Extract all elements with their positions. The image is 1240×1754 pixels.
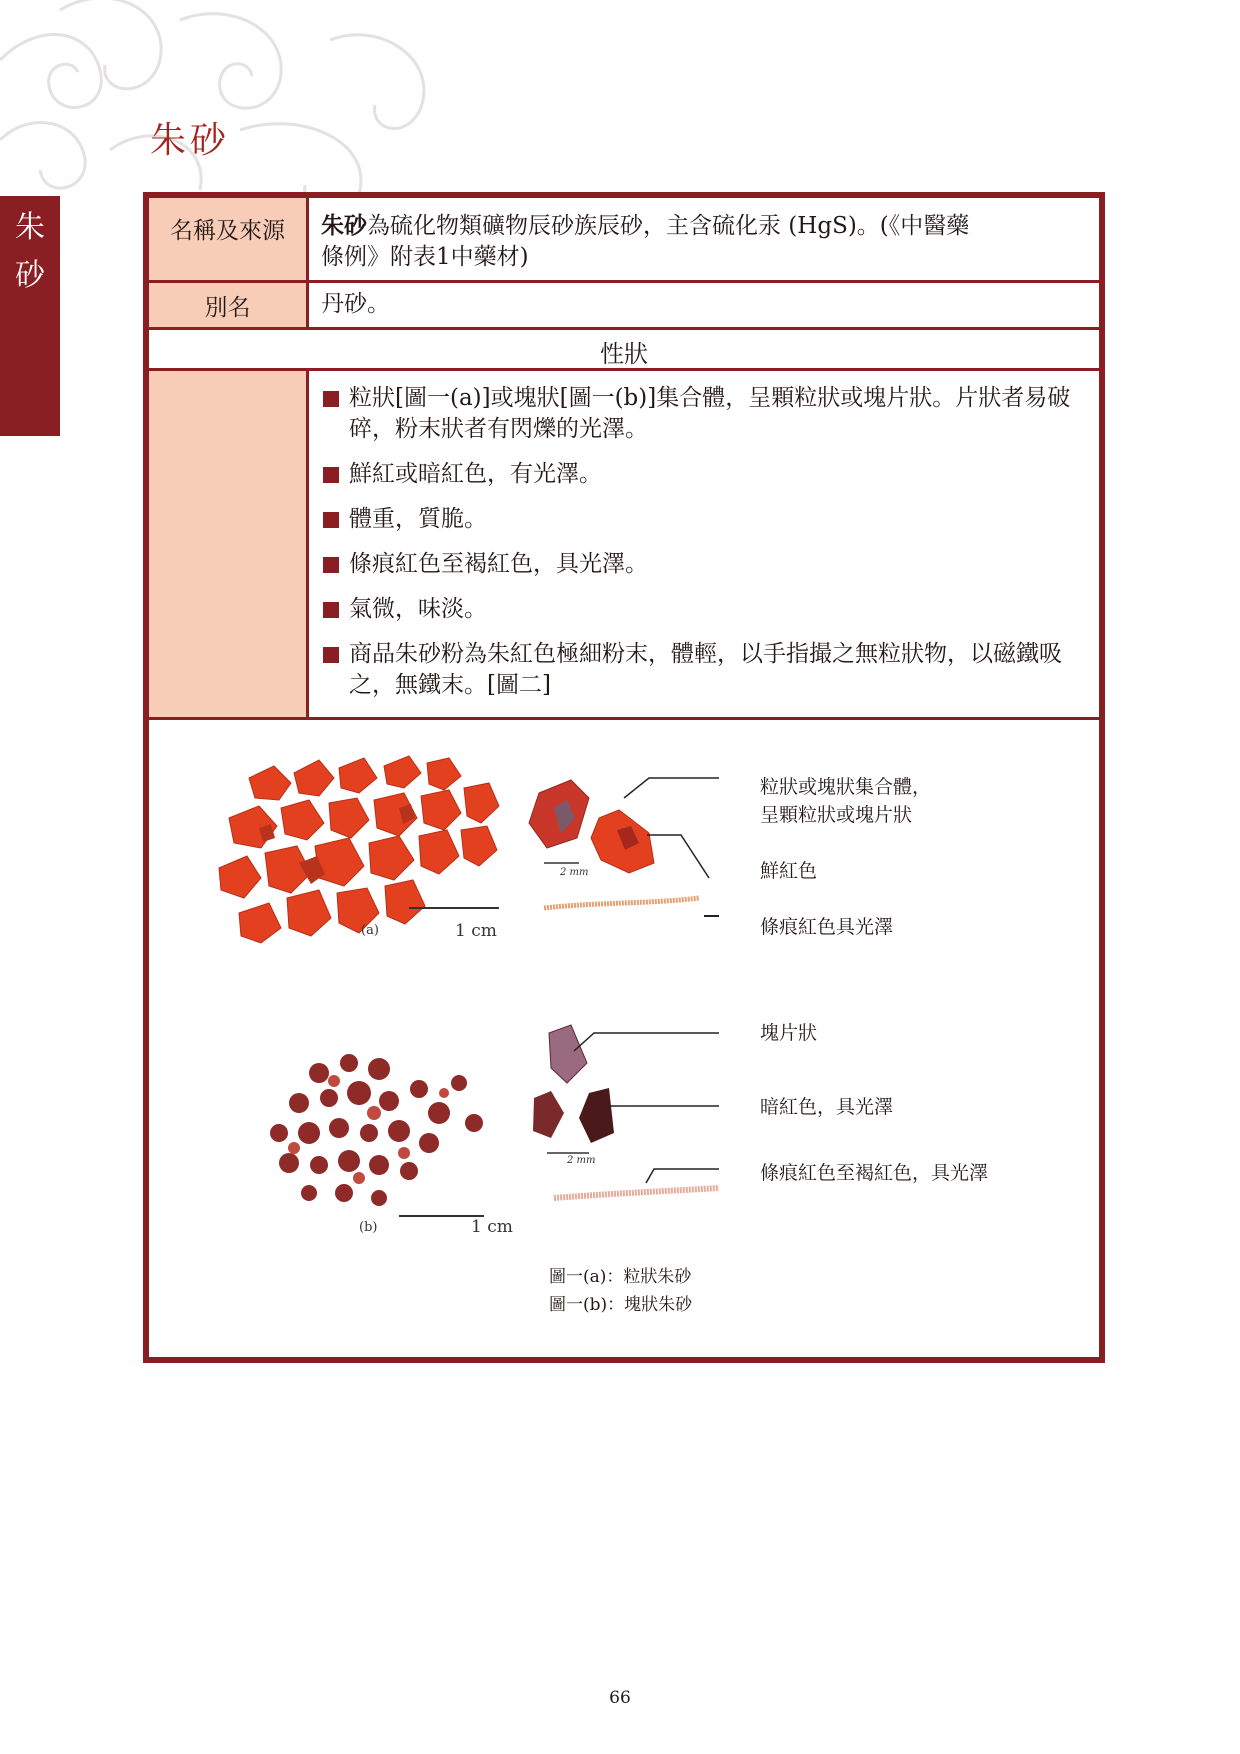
row-divider [149,717,1099,720]
leader-line [574,1033,719,1051]
source-text-line-2: 條例》附表1中藥材) [321,244,529,270]
annotation-bright-red: 鮮紅色 [760,860,818,882]
property-text: 鮮紅或暗紅色，有光澤。 [349,461,602,487]
list-item [321,383,1087,445]
source-text-line-1: 為硫化物類礦物辰砂族辰砂，主含硫化汞 (HgS)。(《中醫藥 [367,213,970,239]
bullet-square-icon [323,512,339,528]
alias-label: 別名 [149,283,309,327]
side-tab-char-2: 砂 [15,258,45,293]
alias-text: 丹砂。 [321,291,390,317]
annotation-streak-a: 條痕紅色具光澤 [760,916,894,938]
caption-line: 圖一(a)：粒狀朱砂 [549,1267,692,1287]
annotation-text: 粒狀或塊狀集合體， [760,776,932,798]
granular-cinnabar-photo [199,738,779,978]
side-tab-char-1: 朱 [15,210,45,245]
bullet-square-icon [323,602,339,618]
bullet-square-icon [323,467,339,483]
leader-line [624,778,719,798]
figure-caption [549,1263,692,1319]
properties-row [149,371,1099,717]
enlarged-fragments-a [529,780,654,873]
annotation-granular [760,773,931,829]
alias-row [149,283,1099,327]
source-label: 名稱及來源 [149,198,309,280]
source-row [149,198,1099,280]
granular-pile [219,756,499,943]
monograph-table [143,192,1105,1363]
list-item [321,459,1087,490]
flaky-cinnabar-photo [199,993,779,1243]
side-chapter-tab [0,196,60,436]
cloud-pattern-decoration [0,0,460,220]
list-item [321,549,1087,580]
bullet-square-icon [323,557,339,573]
streak-sample-b [554,1188,719,1198]
annotation-dark-red: 暗紅色，具光澤 [760,1096,894,1118]
caption-line: 圖一(b)：塊狀朱砂 [549,1295,693,1315]
page-number: 66 [609,1688,631,1708]
scale-label-mm-b: 2 mm [567,1155,596,1166]
leader-line [646,1169,719,1183]
source-bold-term: 朱砂 [321,212,367,239]
source-text [321,210,1087,273]
property-text: 商品朱砂粉為朱紅色極細粉末，體輕，以手指撮之無粒狀物，以磁鐵吸之，無鐵末。[圖二] [349,641,1062,698]
property-text: 粒狀[圖一(a)]或塊狀[圖一(b)]集合體，呈顆粒狀或塊片狀。片狀者易破碎，粉末狀者有閃爍的光澤。 [349,385,1071,442]
row-divider [149,327,1099,330]
label-a: (a) [361,923,379,938]
scale-label-cm-a: 1 cm [455,921,497,941]
label-b: (b) [359,1220,378,1235]
bullet-square-icon [323,647,339,663]
list-item [321,639,1087,701]
annotation-text: 呈顆粒狀或塊片狀 [760,804,913,826]
properties-list [321,383,1087,715]
properties-heading: 性狀 [600,340,648,368]
list-item [321,504,1087,535]
annotation-flaky: 塊片狀 [760,1022,818,1044]
scale-label-mm-a: 2 mm [560,867,589,878]
annotation-streak-b: 條痕紅色至褐紅色，具光澤 [760,1162,989,1184]
flaky-pile [270,1054,483,1206]
page-title: 朱砂 [150,120,231,161]
bullet-square-icon [323,391,339,407]
property-text: 氣微，味淡。 [349,596,487,622]
property-text: 體重，質脆。 [349,506,487,532]
leader-line [647,835,709,878]
scale-label-cm-b: 1 cm [471,1217,513,1237]
list-item [321,594,1087,625]
streak-sample-a [544,898,699,908]
enlarged-fragments-b [533,1025,614,1143]
properties-label-cell [149,371,309,717]
cinnabar-figure [149,723,1099,1357]
property-text: 條痕紅色至褐紅色，具光澤。 [349,551,648,577]
